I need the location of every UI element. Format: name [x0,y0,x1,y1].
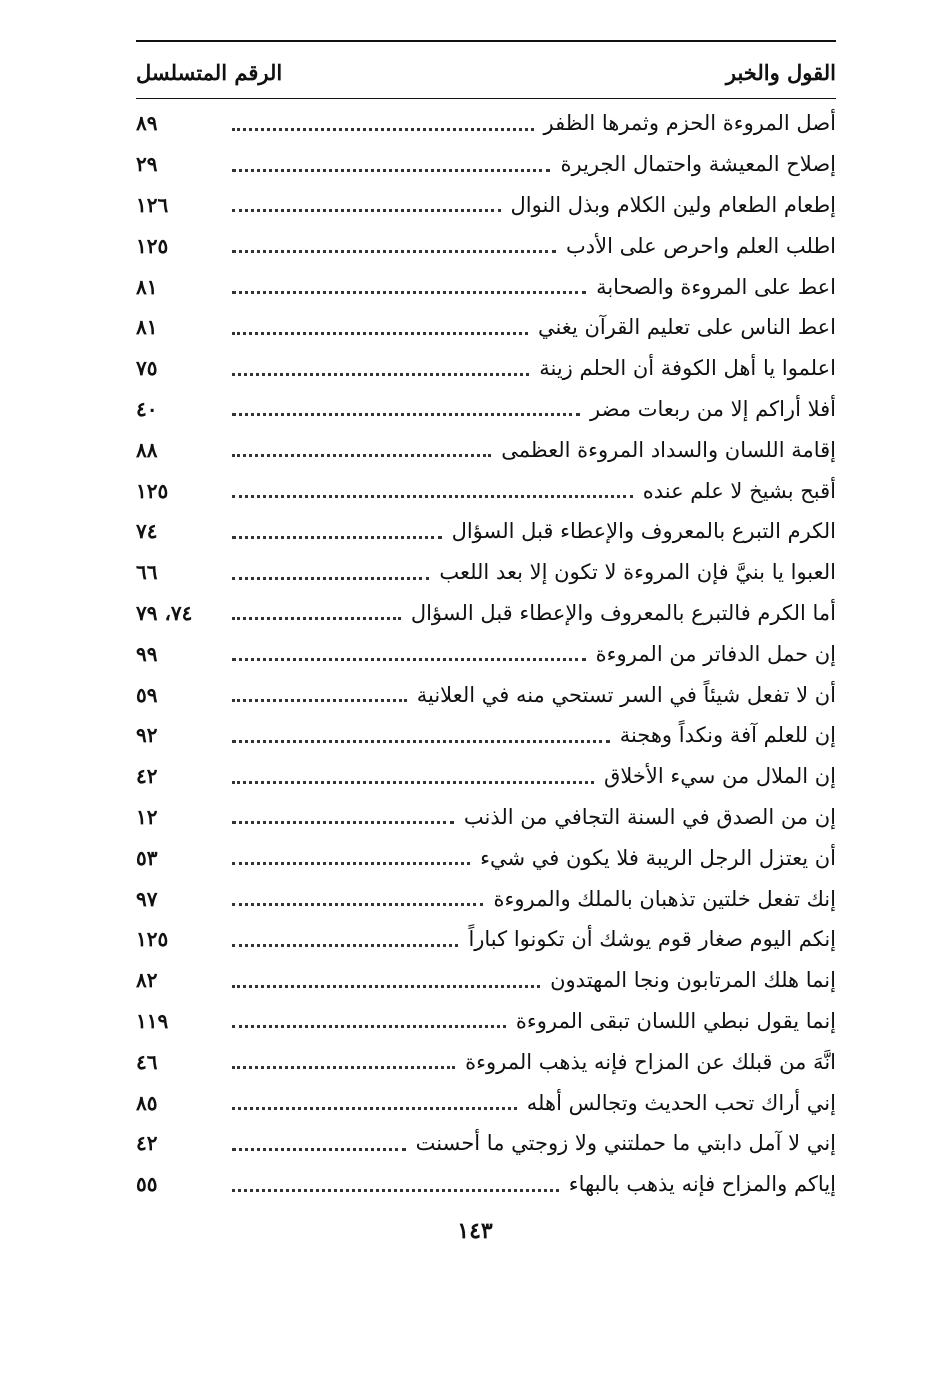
dot-leader [232,1189,559,1192]
serial-number: ١٢ [136,804,158,829]
serial-number: ٥٥ [136,1172,158,1197]
dot-leader [232,658,586,661]
dot-leader [232,862,470,865]
saying-text: أما الكرم فالتبرع بالمعروف والإعطاء قبل السؤال [410,600,836,625]
index-row [136,878,836,919]
index-row [136,797,836,838]
serial-number: ٥٩ [136,682,158,707]
saying-text: العبوا يا بنيَّ فإن المروءة لا تكون إلا بعد اللعب [439,560,836,585]
dot-leader [232,250,556,253]
index-row [136,756,836,797]
saying-text: إن الملال من سيء الأخلاق [604,764,836,789]
top-rule [136,40,836,42]
dot-leader [232,740,610,743]
saying-text: إنك تفعل خلتين تذهبان بالملك والمروءة [493,886,836,911]
serial-number: ٢٩ [136,152,158,177]
index-row [136,1001,836,1042]
serial-number: ٤٦ [136,1049,158,1074]
saying-text: إنما يقول نبطي اللسان تبقى المروءة [515,1008,836,1033]
dot-leader [232,536,442,539]
dot-leader [232,821,454,824]
saying-text: إياكم والمزاح فإنه يذهب بالبهاء [568,1172,836,1197]
serial-number: ٨٢ [136,968,158,993]
serial-number: ٨٥ [136,1090,158,1115]
dot-leader [232,1066,455,1069]
dot-leader [232,944,458,947]
index-row [136,1123,836,1164]
index-row [136,715,836,756]
index-row [136,960,836,1001]
header-number-column: الرقم المتسلسل [136,59,283,85]
index-row [136,103,836,144]
saying-text: إطعام الطعام ولين الكلام وبذل النوال [510,192,836,217]
saying-text: اعط على المروءة والصحابة [596,274,836,299]
dot-leader [232,332,528,335]
serial-number: ١٢٥ [136,233,169,258]
dot-leader [232,1025,506,1028]
dot-leader [232,617,401,620]
index-row [136,593,836,634]
saying-text: إصلاح المعيشة واحتمال الجريرة [560,152,836,177]
saying-text: إني لا آمل دابتي ما حملتني ولا زوجتي ما أحسنت [415,1131,836,1156]
dot-leader [232,291,586,294]
index-row [136,674,836,715]
dot-leader [232,169,550,172]
dot-leader [232,454,491,457]
dot-leader [232,1148,406,1151]
serial-number: ٩٢ [136,723,158,748]
dot-leader [232,128,534,131]
dot-leader [232,781,594,784]
dot-leader [232,413,580,416]
saying-text: إن من الصدق في السنة التجافي من الذنب [463,804,836,829]
index-row [136,185,836,226]
serial-number: ٩٧ [136,886,158,911]
index-row [136,470,836,511]
saying-text: إني أراك تحب الحديث وتجالس أهله [526,1090,836,1115]
dot-leader [232,577,429,580]
saying-text: أصل المروءة الحزم وثمرها الظفر [543,111,836,136]
saying-text: إنكم اليوم صغار قوم يوشك أن تكونوا كباراً [468,927,836,952]
saying-text: إقامة اللسان والسداد المروءة العظمى [501,437,836,462]
serial-number: ٨١ [136,274,158,299]
saying-text: أقبح بشيخ لا علم عنده [642,478,836,503]
serial-number: ١١٩ [136,1008,169,1033]
index-row [136,1164,836,1205]
header-saying-column: القول والخبر [725,59,836,85]
serial-number: ٧٤ [136,519,158,544]
saying-text: اطلب العلم واحرص على الأدب [566,233,836,258]
serial-number: ١٢٦ [136,192,169,217]
serial-number: ٤٢ [136,1131,158,1156]
serial-number: ٦٦ [136,560,158,585]
index-row [136,266,836,307]
index-row [136,307,836,348]
saying-text: اعلموا يا أهل الكوفة أن الحلم زينة [539,356,836,381]
dot-leader [232,373,529,376]
index-row [136,633,836,674]
index-row [136,144,836,185]
saying-text: أن لا تفعل شيئاً في السر تستحي منه في العلانية [416,682,836,707]
saying-text: إنما هلك المرتابون ونجا المهتدون [550,968,836,993]
serial-number: ٨٨ [136,437,158,462]
index-row [136,837,836,878]
saying-text: انَّهَ من قبلك عن المزاح فإنه يذهب المروءة [465,1049,836,1074]
serial-number: ٧٥ [136,356,158,381]
index-row [136,348,836,389]
index-row [136,511,836,552]
serial-number: ٤٠ [136,396,158,421]
page-number: ١٤٣ [457,1218,493,1244]
dot-leader [232,1107,517,1110]
saying-text: أن يعتزل الرجل الريبة فلا يكون في شيء [480,845,836,870]
saying-text: الكرم التبرع بالمعروف والإعطاء قبل السؤال [451,519,836,544]
saying-text: إن للعلم آفة ونكداً وهجنة [619,723,836,748]
index-row [136,1082,836,1123]
serial-number: ١٢٥ [136,478,169,503]
index-row [136,919,836,960]
serial-number: ٤٢ [136,764,158,789]
dot-leader [232,985,540,988]
dot-leader [232,495,633,498]
index-list [136,103,836,1205]
saying-text: إن حمل الدفاتر من المروءة [595,641,836,666]
saying-text: أفلا أراكم إلا من ربعات مضر [590,396,836,421]
index-row [136,429,836,470]
serial-number: ٧٤، ٧٩ [136,600,193,625]
table-header [136,52,836,92]
saying-text: اعط الناس على تعليم القرآن يغني [537,315,836,340]
serial-number: ١٢٥ [136,927,169,952]
serial-number: ٩٩ [136,641,158,666]
dot-leader [232,699,407,702]
serial-number: ٥٣ [136,845,158,870]
index-row [136,1041,836,1082]
header-rule [136,98,836,99]
dot-leader [232,209,501,212]
index-row [136,225,836,266]
index-row [136,389,836,430]
serial-number: ٨٩ [136,111,158,136]
index-row [136,552,836,593]
dot-leader [232,903,483,906]
serial-number: ٨١ [136,315,158,340]
